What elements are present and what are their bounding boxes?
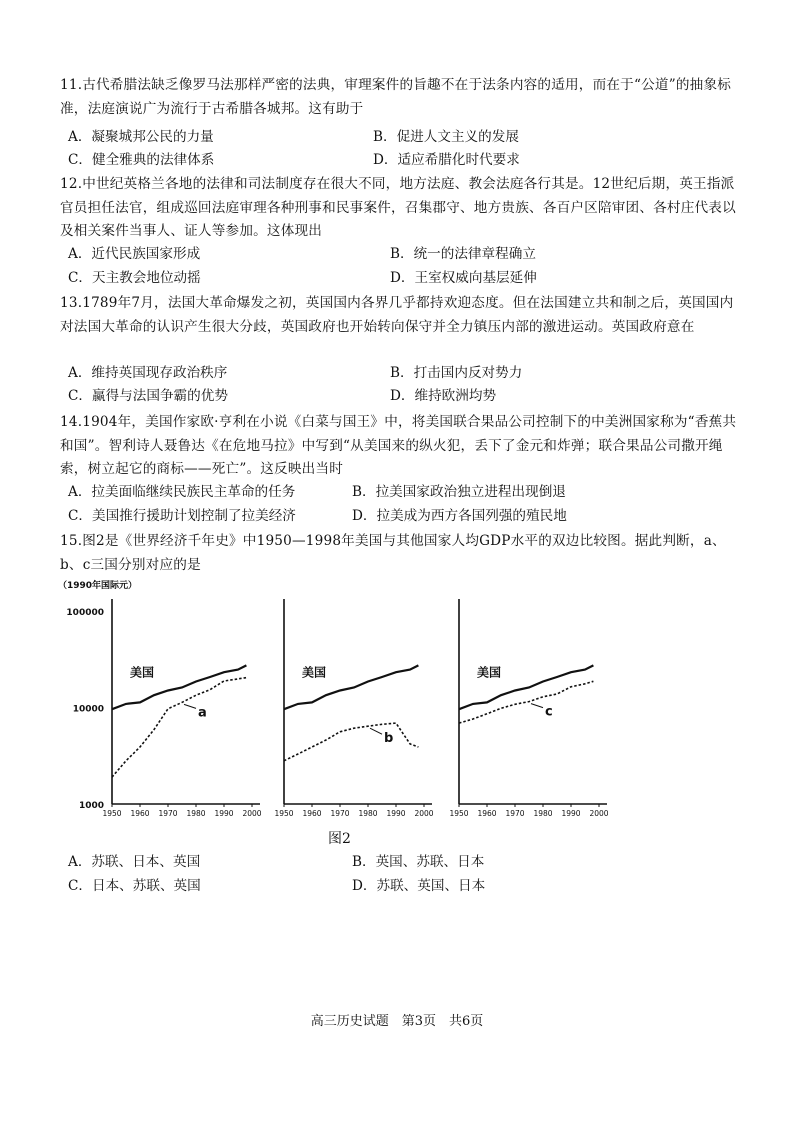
x-tick-label: 1960 bbox=[302, 809, 322, 818]
question-14-option-b: B．拉美国家政治独立进程出现倒退 bbox=[352, 484, 566, 500]
series-pointer-line bbox=[370, 728, 382, 734]
question-13-option-b: B．打击国内反对势力 bbox=[390, 365, 523, 381]
question-11-option-c: C．健全雅典的法律体系 bbox=[68, 152, 215, 168]
x-tick-label: 1970 bbox=[505, 809, 525, 818]
question-15-option-d: D．苏联、英国、日本 bbox=[352, 878, 486, 894]
x-tick-label: 1950 bbox=[274, 809, 294, 818]
x-tick-label: 2000 bbox=[242, 809, 262, 818]
question-12-option-b: B．统一的法律章程确立 bbox=[390, 246, 536, 262]
question-15-stem: 15.图2是《世界经济千年史》中1950—1998年美国与其他国家人均GDP水平的双边比较图。据此判断，a、b、c三国分别对应的是 bbox=[60, 533, 726, 573]
question-13-stem: 13.1789年7月，法国大革命爆发之初，英国国内各界几乎都持欢迎态度。但在法国建立共和制之后，英国国内对法国大革命的认识产生很大分歧，英国政府也开始转向保守并全力镇压内部的激进运动。英国政府意在 bbox=[60, 295, 734, 335]
figure-unit-label: （1990年国际元） bbox=[58, 581, 138, 591]
x-tick-label: 1970 bbox=[158, 809, 178, 818]
question-11-option-d: D．适应希腊化时代要求 bbox=[373, 152, 520, 168]
figure-caption: 图2 bbox=[328, 831, 351, 847]
question-14-stem: 14.1904年，美国作家欧·亨利在小说《白菜与国王》中，将美国联合果品公司控制下的中美洲国家称为“香蕉共和国”。智利诗人聂鲁达《在危地马拉》中写到“从美国来的纵火犯，丢下了金元和炸弹；联合果品公司撒开绳索，树立起它的商标——死亡”。这反映出当时 bbox=[60, 414, 737, 477]
question-11-stem: 11.古代希腊法缺乏像罗马法那样严密的法典，审理案件的旨趣不在于法条内容的适用，而在于“公道”的抽象标准，法庭演说广为流行于古希腊各城邦。这有助于 bbox=[60, 77, 732, 117]
question-15-option-b: B．英国、苏联、日本 bbox=[352, 854, 485, 870]
series-b-label: b bbox=[384, 731, 394, 747]
x-tick-label: 1960 bbox=[130, 809, 150, 818]
x-tick-label: 2000 bbox=[414, 809, 434, 818]
question-13-option-d: D．维持欧洲均势 bbox=[390, 388, 497, 404]
x-tick-label: 2000 bbox=[589, 809, 609, 818]
x-tick-label: 1980 bbox=[186, 809, 206, 818]
question-14-option-c: C．美国推行援助计划控制了拉美经济 bbox=[68, 508, 296, 524]
x-tick-label: 1960 bbox=[477, 809, 497, 818]
series-a-line bbox=[112, 678, 246, 778]
x-tick-label: 1990 bbox=[386, 809, 406, 818]
question-15-option-a: A．苏联、日本、英国 bbox=[68, 854, 201, 870]
chart-panel-a bbox=[66, 599, 261, 818]
x-tick-label: 1950 bbox=[449, 809, 469, 818]
chart-panel-b bbox=[274, 599, 433, 818]
question-13-option-a: A．维持英国现存政治秩序 bbox=[68, 365, 228, 381]
x-tick-label: 1950 bbox=[102, 809, 122, 818]
y-tick-label: 10000 bbox=[72, 704, 104, 715]
usa-series-label: 美国 bbox=[302, 665, 327, 680]
x-tick-label: 1980 bbox=[533, 809, 553, 818]
question-14-option-d: D．拉美成为西方各国列强的殖民地 bbox=[352, 508, 567, 524]
y-tick-label: 100000 bbox=[66, 608, 104, 618]
question-12-option-d: D．王室权威向基层延伸 bbox=[390, 270, 537, 286]
usa-series-label: 美国 bbox=[130, 665, 155, 680]
question-13-option-c: C．赢得与法国争霸的优势 bbox=[68, 388, 228, 404]
question-11-option-a: A．凝聚城邦公民的力量 bbox=[68, 129, 214, 145]
usa-series-label: 美国 bbox=[477, 665, 502, 680]
series-pointer-line bbox=[531, 704, 543, 708]
series-a-label: a bbox=[198, 705, 207, 721]
question-12-option-c: C．天主教会地位动摇 bbox=[68, 270, 201, 286]
y-tick-label: 1000 bbox=[78, 801, 104, 811]
question-15-option-c: C．日本、苏联、英国 bbox=[68, 878, 201, 894]
chart-panel-c bbox=[449, 599, 608, 818]
x-tick-label: 1980 bbox=[358, 809, 378, 818]
x-tick-label: 1990 bbox=[561, 809, 581, 818]
question-11-option-b: B．促进人文主义的发展 bbox=[373, 129, 519, 145]
question-14-option-a: A．拉美面临继续民族民主革命的任务 bbox=[68, 484, 296, 500]
series-pointer-line bbox=[184, 704, 196, 708]
page-footer: 高三历史试题 第3页 共6页 bbox=[310, 1014, 484, 1029]
series-b-line bbox=[284, 723, 418, 761]
question-12-stem: 12.中世纪英格兰各地的法律和司法制度存在很大不同，地方法庭、教会法庭各行其是。12世纪后期，英王指派官员担任法官，组成巡回法庭审理各种刑事和民事案件，召集郡守、地方贵族、各百户区陪审团、各村庄代表以及相关案件当事人、证人等参加。这体现出 bbox=[60, 176, 736, 239]
question-12-option-a: A．近代民族国家形成 bbox=[68, 246, 201, 262]
x-tick-label: 1970 bbox=[330, 809, 350, 818]
figure-2-charts bbox=[0, 590, 794, 830]
x-tick-label: 1990 bbox=[214, 809, 234, 818]
series-c-label: c bbox=[545, 704, 553, 720]
